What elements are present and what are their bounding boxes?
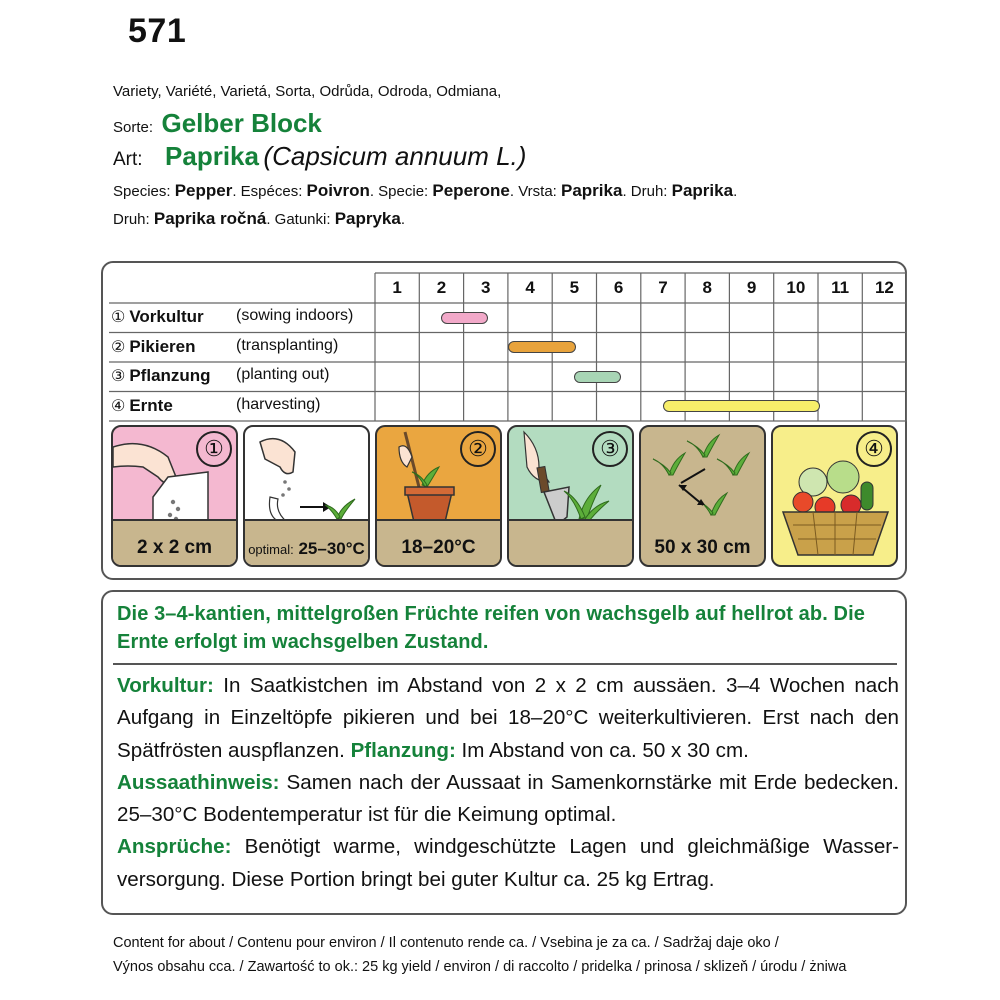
soil	[509, 519, 632, 565]
species-value: Poivron	[306, 181, 370, 200]
species-value: Papryka	[334, 209, 401, 228]
timeline-bar-pflanzung	[574, 371, 620, 383]
timeline-bar-pikieren	[508, 341, 576, 353]
month-5: 5	[569, 278, 580, 297]
month-10: 10	[786, 278, 806, 297]
optimal-label: optimal:	[248, 542, 294, 557]
panel-caption	[245, 539, 368, 559]
month-11: 11	[831, 278, 850, 297]
art-value: Paprika	[165, 141, 259, 171]
sorte-line	[113, 108, 322, 139]
panel-sowing	[111, 425, 238, 567]
row-english: (planting out)	[236, 366, 330, 383]
aussaathinweis-text: Samen nach der Aussaat in Samenkornstärke mit Erde bedecken. 25–30°C Bodentemperatur ist für die Keimung optimal.	[117, 770, 899, 827]
species-label: . Vrsta:	[509, 183, 561, 200]
species-line-2	[113, 209, 405, 229]
footer-line-1: Content for about / Contenu pour environ / Il contenuto rende ca. / Vsebina je za ca. / Sadržaj daje oko /	[113, 935, 779, 951]
sowing-calendar	[101, 261, 907, 580]
panel-harvest	[771, 425, 898, 567]
sorte-label: Sorte:	[113, 119, 154, 136]
step-symbol: ①	[111, 309, 126, 326]
step-badge: ①	[196, 431, 232, 467]
species-value: Paprika	[671, 181, 734, 200]
species-value: Pepper	[174, 181, 233, 200]
row-english: (harvesting)	[236, 395, 321, 413]
month-9: 9	[746, 278, 757, 297]
description-box	[101, 590, 907, 915]
panel-caption: 50 x 30 cm	[654, 537, 751, 558]
month-2: 2	[436, 278, 447, 297]
description-body	[117, 670, 899, 896]
step-badge: ③	[592, 431, 628, 467]
species-line-1	[113, 181, 737, 201]
month-12: 12	[874, 278, 894, 297]
description-headline: Die 3–4-kantien, mittelgroßen Früchte reifen von wachsgelb auf hellrot ab. Die Ernte erfolgt im wachsgelben Zustand.	[117, 603, 865, 653]
seed-to-sprout-illustration	[245, 427, 370, 522]
row-label: Pikieren	[129, 336, 196, 356]
ansprueche-text: Benötigt warme, windgeschützte Lagen und gleichmäßige Wasser-versorgung. Diese Portion bringt bei guter Kultur ca. 25 kg Ertrag.	[117, 835, 899, 891]
species-label: .	[733, 183, 738, 200]
row-english: (transplanting)	[236, 336, 339, 354]
row-label: Pflanzung	[129, 366, 211, 385]
species-label: Species:	[113, 183, 175, 200]
panel-caption: 18–20°C	[401, 537, 476, 558]
sorte-value: Gelber Block	[161, 108, 322, 138]
species-label: . Specie:	[369, 183, 433, 200]
plant-spacing-illustration	[641, 427, 766, 527]
species-value: Paprika ročná	[153, 209, 267, 228]
step-badge: ④	[856, 431, 892, 467]
art-line	[113, 141, 526, 172]
month-3: 3	[481, 278, 491, 297]
calendar-row-pikieren	[111, 336, 339, 357]
species-value: Paprika	[561, 181, 623, 200]
divider	[113, 663, 897, 665]
panel-pricking-out	[375, 425, 502, 567]
panel-planting-out	[507, 425, 634, 567]
art-label: Art:	[113, 149, 143, 170]
vorkultur-text: In Saatkistchen im Abstand von 2 x 2 cm aussäen. 3–4 Wochen nach Aufgang in Einzeltöpfe pikieren und bei 18–20°C weiterkultivieren. Erst nach den Spätfrösten auspflanzen.	[117, 674, 899, 762]
month-1: 1	[392, 278, 402, 297]
catalog-number: 571	[128, 12, 187, 50]
species-label: Druh:	[113, 211, 154, 228]
month-8: 8	[702, 278, 712, 297]
calendar-row-pflanzung	[111, 366, 330, 386]
pflanzung-text: Im Abstand von ca. 50 x 30 cm.	[455, 738, 749, 762]
step-symbol: ④	[111, 397, 126, 415]
month-6: 6	[613, 278, 624, 297]
panel-germination	[243, 425, 370, 567]
variety-line: Variety, Variété, Varietá, Sorta, Odrůda, Odroda, Odmiana,	[113, 83, 502, 100]
step-badge: ②	[460, 431, 496, 467]
calendar-row-vorkultur	[111, 307, 354, 327]
footer-line-2: Výnos obsahu cca. / Zawartość to ok.: 25 kg yield / environ / di raccolto / pridelka / prinosa / sklizeň / úrodu / żniwa	[113, 959, 847, 975]
timeline-bar-vorkultur	[441, 312, 487, 324]
temperature-value: 25–30°C	[298, 539, 365, 558]
pflanzung-label: Pflanzung:	[350, 738, 456, 762]
art-latin: (Capsicum annuum L.)	[263, 141, 527, 171]
species-value: Peperone	[432, 181, 510, 200]
panel-spacing	[639, 425, 766, 567]
step-symbol: ②	[111, 338, 126, 356]
species-label: . Gatunki:	[266, 211, 335, 228]
step-symbol: ③	[111, 368, 126, 385]
aussaathinweis-label: Aussaathinweis:	[117, 770, 280, 794]
timeline-bar-ernte	[663, 400, 820, 412]
species-label: . Druh:	[622, 183, 672, 200]
species-label: . Espéces:	[232, 183, 307, 200]
calendar-row-ernte	[111, 395, 321, 416]
ansprueche-label: Ansprüche:	[117, 835, 232, 859]
row-english: (sowing indoors)	[236, 307, 354, 324]
species-label: .	[400, 211, 406, 228]
panel-caption: 2 x 2 cm	[137, 537, 212, 558]
row-label: Vorkultur	[129, 307, 204, 326]
month-4: 4	[525, 278, 535, 297]
vorkultur-label: Vorkultur:	[117, 674, 214, 697]
month-7: 7	[658, 278, 668, 297]
row-label: Ernte	[129, 395, 173, 415]
